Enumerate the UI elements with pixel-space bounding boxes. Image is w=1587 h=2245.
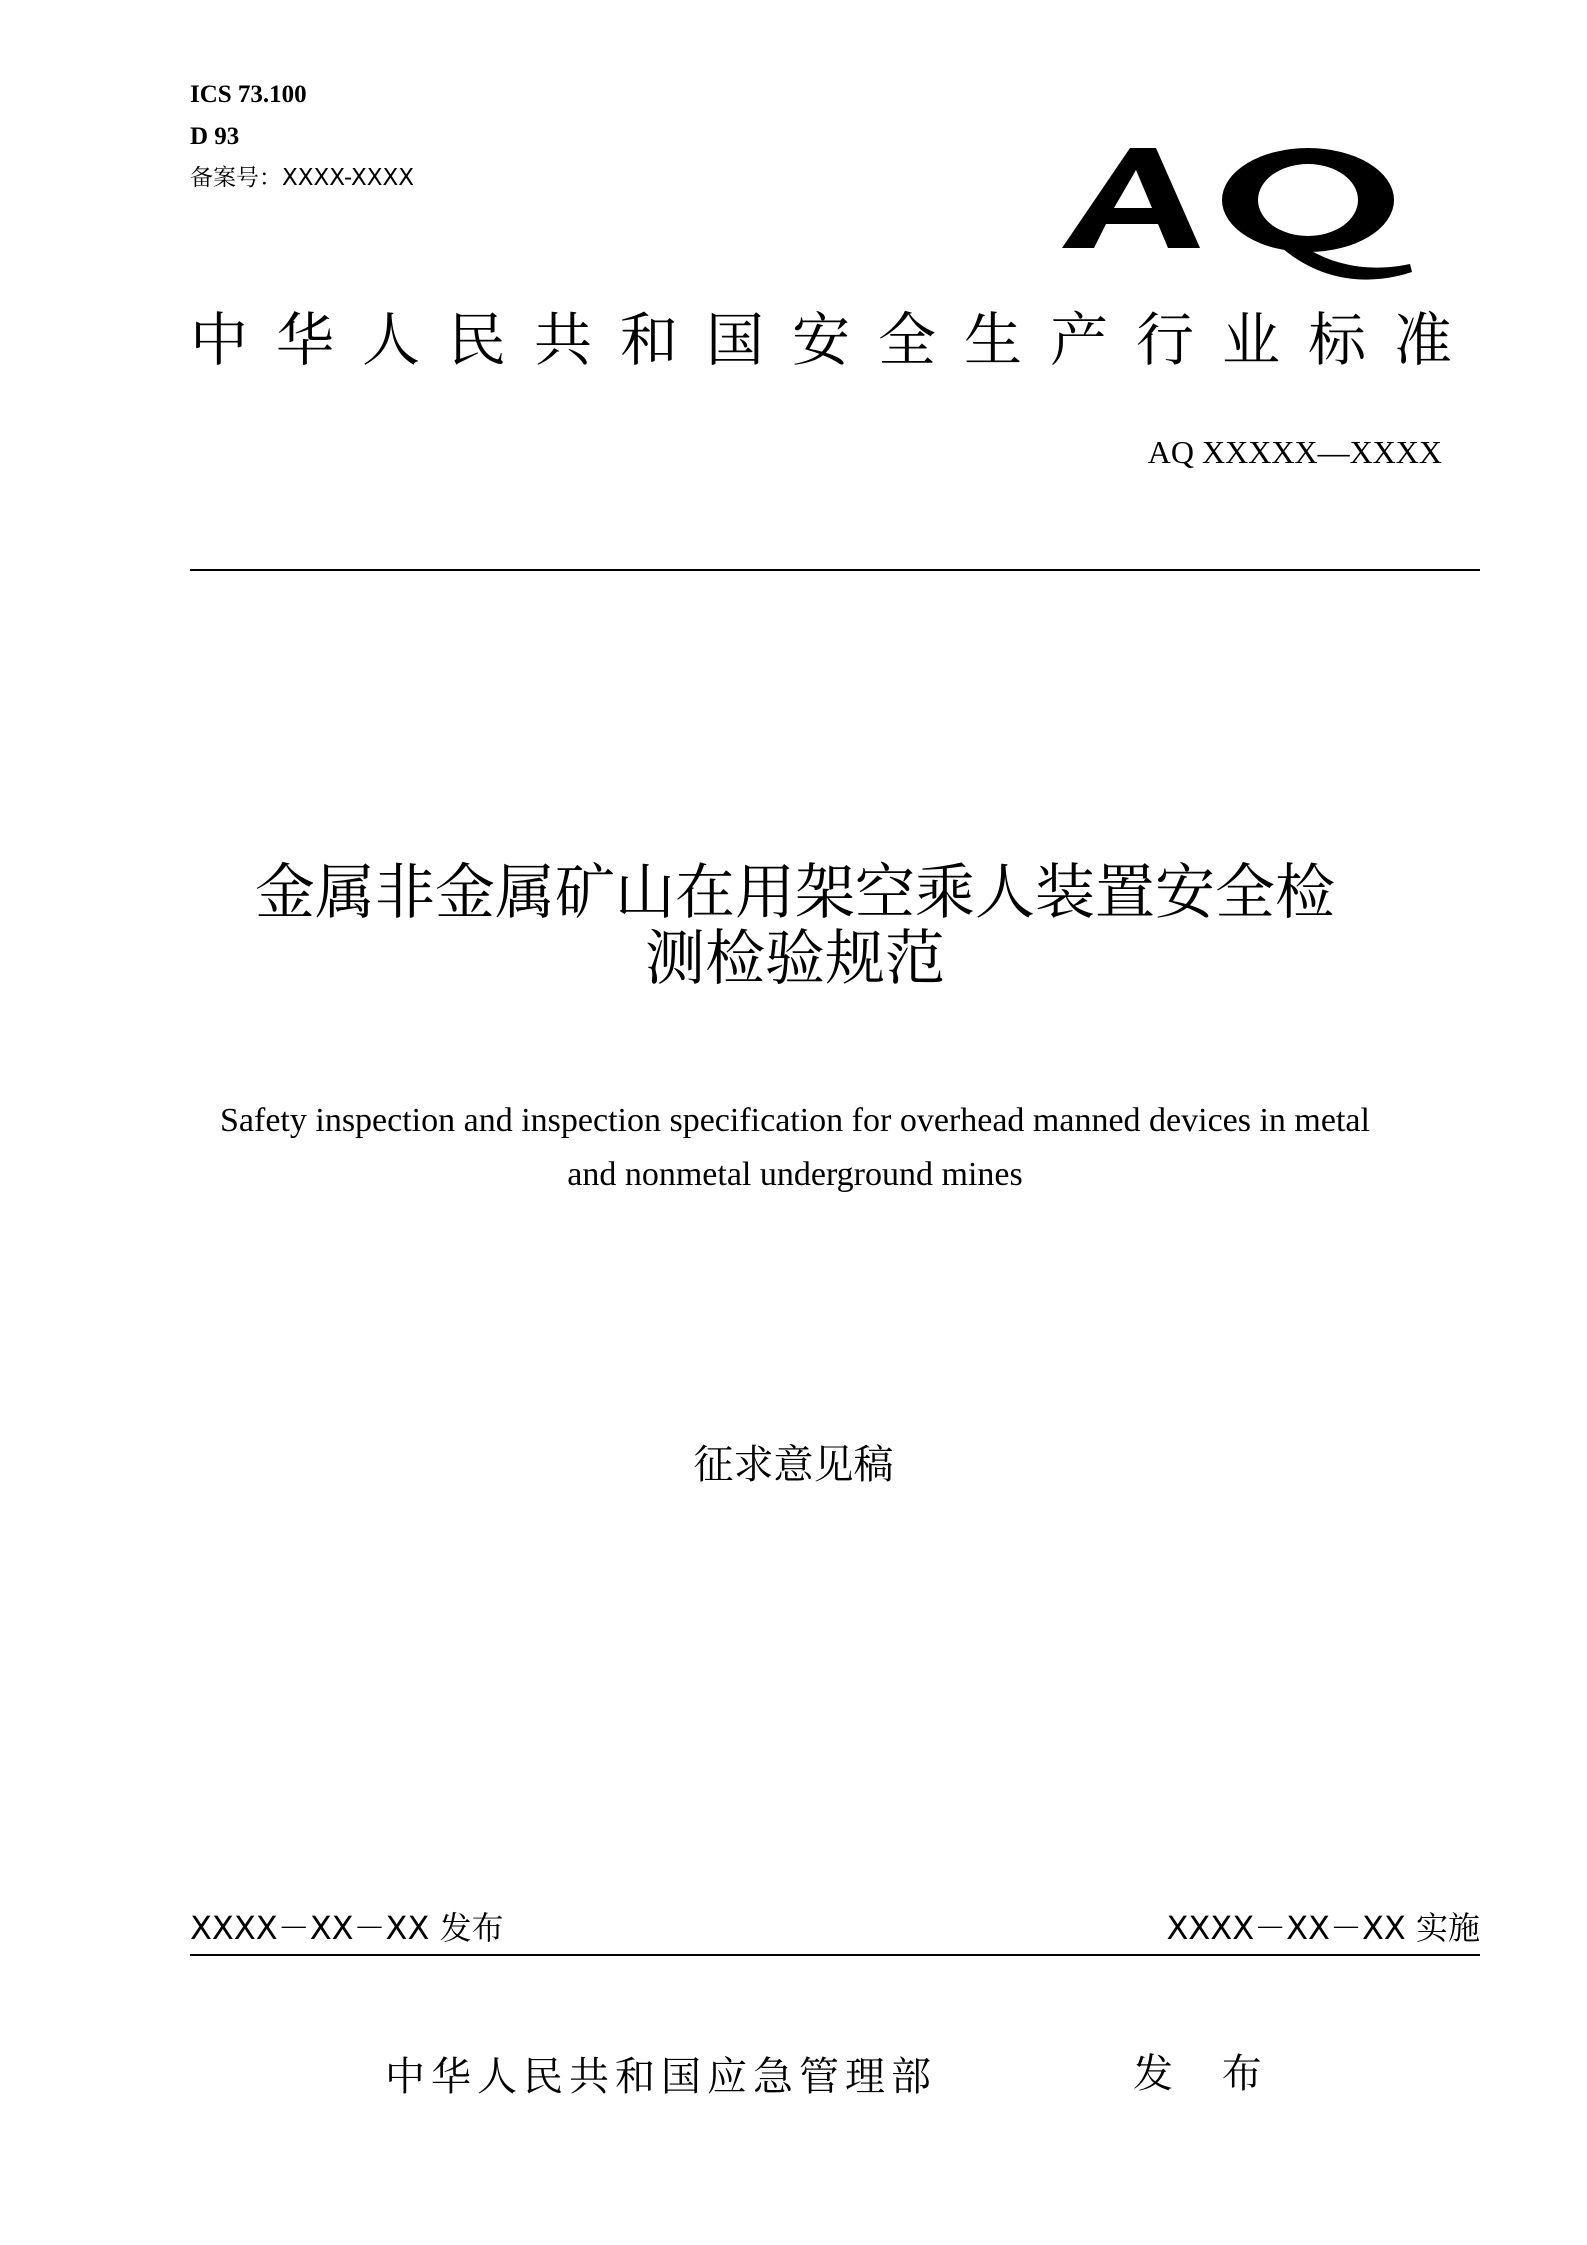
footer-divider (190, 1954, 1480, 1956)
chinese-title-line-1: 金属非金属矿山在用架空乘人装置安全检 (255, 858, 1335, 928)
aq-logo-mark (1062, 148, 1412, 280)
chinese-title (100, 860, 1490, 992)
english-title-line-2: and nonmetal underground mines (567, 1156, 1023, 1193)
header-divider (190, 569, 1480, 571)
english-title-line-1: Safety inspection and inspection specification for overhead manned devices in metal (220, 1102, 1370, 1139)
record-number: 备案号：XXXX-XXXX (190, 165, 415, 191)
standard-organization: 中华人民共和国安全生产行业标准 (190, 306, 1481, 374)
ics-code: ICS 73.100 (190, 81, 307, 108)
aq-logo-letter-a (1062, 148, 1200, 248)
chinese-title-line-2: 测检验规范 (645, 924, 945, 994)
issue-label: 发 布 (1133, 2051, 1280, 2097)
standard-number: AQ XXXXX—XXXX (1147, 434, 1442, 470)
classification-code: D 93 (190, 123, 240, 150)
english-title (100, 1094, 1490, 1202)
issuing-authority: 中华人民共和国应急管理部 (385, 2054, 937, 2100)
aq-logo (1060, 140, 1420, 285)
issue-date: XXXX－XX－XX 发布 (190, 1909, 504, 1947)
implementation-date: XXXX－XX－XX 实施 (1166, 1909, 1480, 1947)
draft-stage: 征求意见稿 (693, 1442, 894, 1488)
